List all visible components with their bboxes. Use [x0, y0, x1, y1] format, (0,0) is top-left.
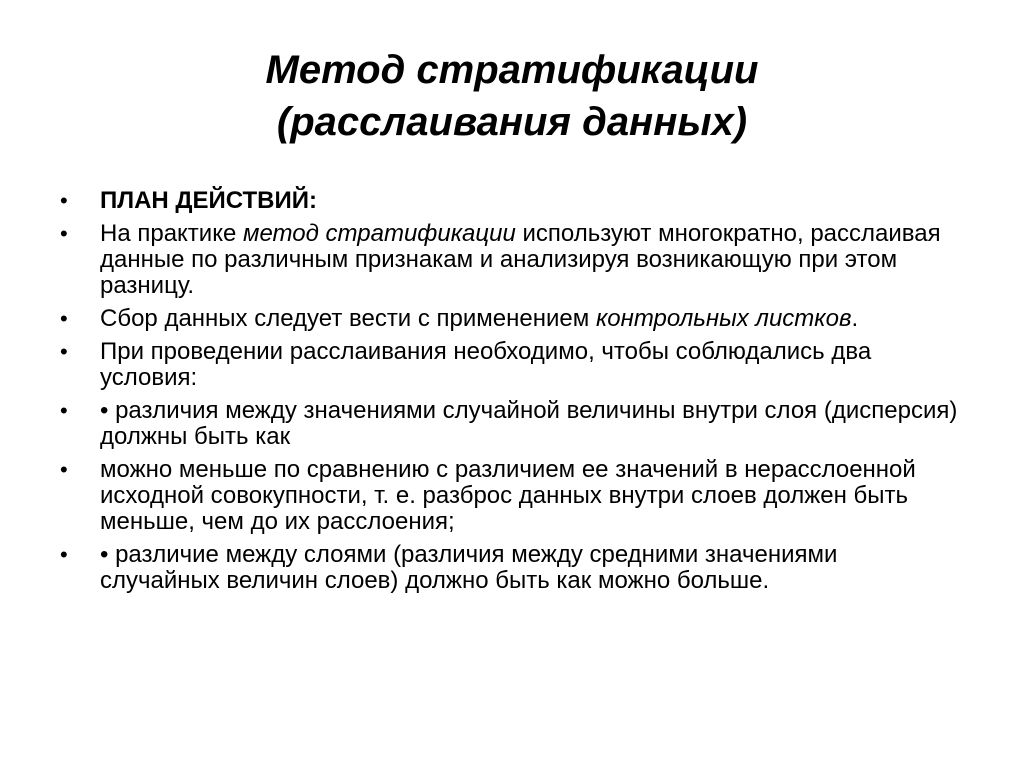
bullet-dot-icon: • [60, 221, 68, 246]
bullet-text-post: . [851, 305, 859, 332]
bullet-text-emphasis: метод стратификации [243, 220, 516, 247]
bullet-dot-icon: • [60, 188, 68, 213]
bullet-item-plan [58, 188, 958, 214]
bullet-dot-icon: • [60, 306, 68, 331]
bullet-text-emphasis: контрольных листков [595, 305, 852, 332]
bullet-item-comparison [58, 457, 958, 535]
bullet-text: ПЛАН ДЕЙСТВИЙ: [100, 187, 317, 214]
bullet-dot-icon: • [60, 339, 68, 364]
bullet-text: При проведении расслаивания необходимо, чтобы соблюдались два условия: [100, 338, 872, 391]
bullet-dot-icon: • [60, 457, 68, 482]
bullet-dot-icon: • [60, 398, 68, 423]
title-line-1: Метод стратификации [265, 48, 759, 92]
bullet-item-conditions [58, 339, 958, 391]
bullet-item-within-layer [58, 398, 958, 450]
bullet-item-practice [58, 221, 958, 299]
bullet-text [100, 305, 858, 332]
bullet-text: • различие между слоями (различия между средними значениями случайных величин слоев) должно быть как можно больше. [100, 541, 838, 594]
bullet-text-pre: Сбор данных следует вести с применением [100, 305, 596, 332]
title-line-2: (расслаивания данных) [276, 100, 748, 144]
bullet-text [100, 220, 941, 299]
bullet-list [58, 188, 958, 601]
bullet-item-collection [58, 306, 958, 332]
bullet-text-pre: На практике [100, 220, 243, 247]
bullet-text: можно меньше по сравнению с различием ее значений в нерасслоенной исходной совокупности, т. е. разброс данных внутри слоев должен быть меньше, чем до их расслоения; [100, 456, 916, 535]
bullet-item-between-layers [58, 542, 958, 594]
slide-title [0, 44, 1024, 148]
bullet-text: • различия между значениями случайной величины внутри слоя (дисперсия) должны быть как [100, 397, 958, 450]
bullet-dot-icon: • [60, 542, 68, 567]
bullet-text-post: используют многократно, расслаивая данные по различным признакам и анализируя возникающую при этом разницу. [100, 220, 941, 299]
